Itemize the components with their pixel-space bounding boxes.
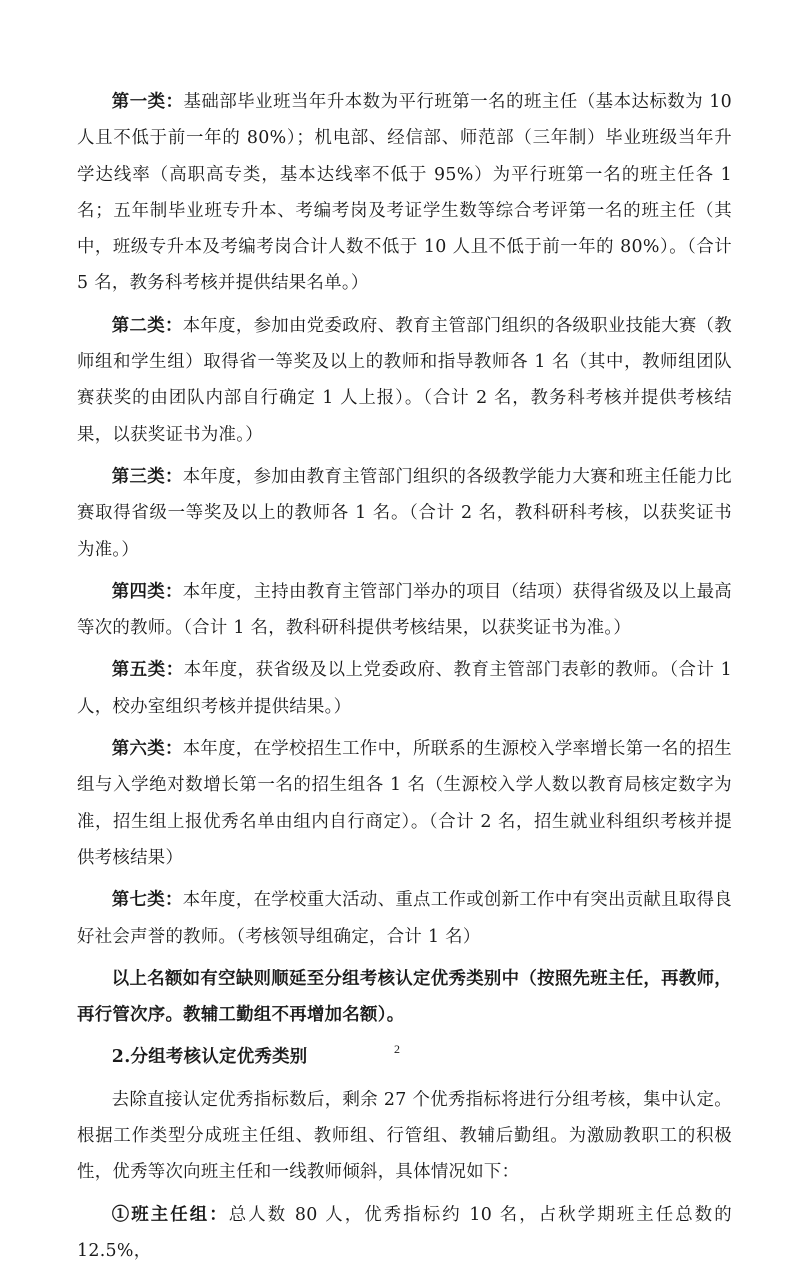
category-lead: 第四类： [111,581,183,602]
paragraph-category-4 [77,574,732,647]
vacancy-note: 以上名额如有空缺则顺延至分组考核认定优秀类别中（按照先班主任，再教师，再行管次序。教辅工勤组不再增加名额）。 [77,968,732,1026]
category-text: 本年度，获省级及以上党委政府、教育主管部门表彰的教师。（合计 1 人，校办室组织考核并提供结果。） [77,660,732,717]
section-body: 去除直接认定优秀指标数后，剩余 27 个优秀指标将进行分组考核，集中认定。根据工作类型分成班主任组、教师组、行管组、教辅后勤组。为激励教职工的积极性，优秀等次向班主任和一线教师倾斜，具体情况如下： [77,1089,732,1183]
page-number: 2 [394,1042,400,1056]
section-heading: 2.分组考核认定优秀类别 [111,1047,308,1068]
category-lead: 第七类： [111,890,183,911]
category-text: 本年度，参加由教育主管部门组织的各级教学能力大赛和班主任能力比赛取得省级一等奖及以上的教师各 1 名。（合计 2 名，教科研科考核，以获奖证书为准。） [77,466,732,560]
category-text: 本年度，在学校重大活动、重点工作或创新工作中有突出贡献且取得良好社会声誉的教师。（考核领导组确定，合计 1 名） [77,890,732,947]
category-lead: 第三类： [111,466,183,487]
category-lead: 第六类： [111,739,183,760]
group-lead: ①班主任组： [111,1204,229,1225]
category-lead: 第五类： [111,660,184,681]
category-lead: 第二类： [111,315,183,336]
category-lead: 第一类： [111,92,184,112]
category-text: 基础部毕业班当年升本数为平行班第一名的班主任（基本达标数为 10 人且不低于前一年的 80%）；机电部、经信部、师范部（三年制）毕业班级当年升学达线率（高职高专类，基本达线率不低于 95%）为平行班第一名的班主任各 1 名；五年制毕业班专升本、考编考岗及考证学生数等综合考评第一名的班主任（其中，班级专升本及考编考岗合计人数不低于 10 人且不低于前一年的 80%）。（合计 5 名，教务科考核并提供结果名单。） [77,92,732,294]
paragraph-class-teacher-group [77,1197,732,1270]
category-text: 本年度，参加由党委政府、教育主管部门组织的各级职业技能大赛（教师组和学生组）取得省一等奖及以上的教师和指导教师各 1 名（其中，教师组团队赛获奖的由团队内部自行确定 1 人上报）。（合计 2 名，教务科考核并提供考核结果，以获奖证书为准。） [77,315,732,445]
document-body [77,84,732,1275]
paragraph-category-2 [77,308,732,453]
paragraph-category-6 [77,731,732,876]
paragraph-category-5 [77,652,732,725]
paragraph-category-1 [77,84,732,302]
group-text: 总人数 80 人，优秀指标约 10 名，占秋学期班主任总数的 12.5%， [77,1204,732,1261]
paragraph-category-7 [77,882,732,955]
paragraph-category-3 [77,459,732,568]
category-text: 本年度，在学校招生工作中，所联系的生源校入学率增长第一名的招生组与入学绝对数增长第一名的招生组各 1 名（生源校入学人数以教育局核定数字为准，招生组上报优秀名单由组内自行商定）。（合计 2 名，招生就业科组织考核并提供考核结果） [77,739,732,868]
category-text: 本年度，主持由教育主管部门举办的项目（结项）获得省级及以上最高等次的教师。（合计 1 名，教科研科提供考核结果，以获奖证书为准。） [77,581,732,639]
